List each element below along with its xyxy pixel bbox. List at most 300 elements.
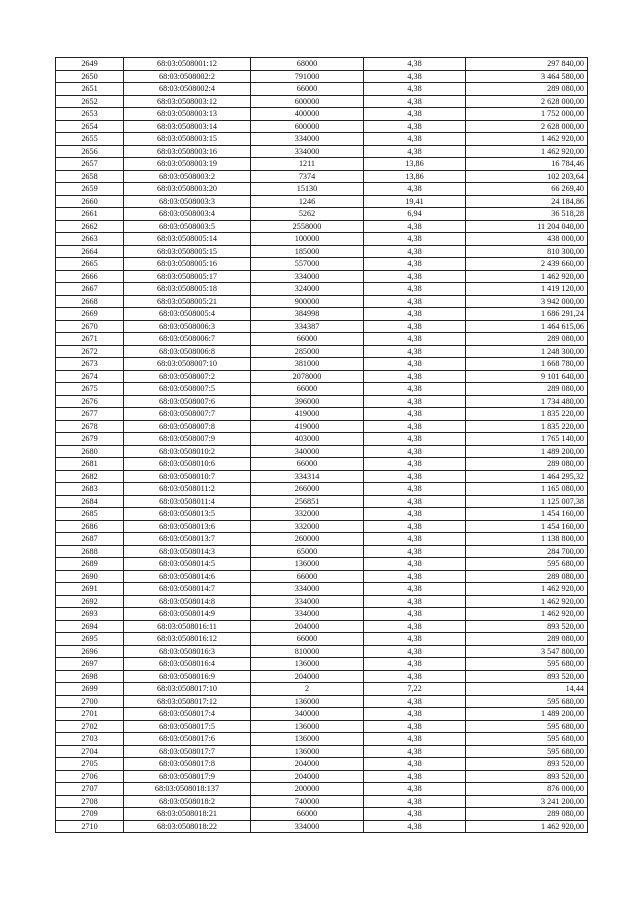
- cadastral-number-cell: 68:03:0508005:4: [124, 308, 251, 321]
- table-row: [56, 708, 588, 721]
- area-cell: 7374: [251, 170, 364, 183]
- table-row: [56, 145, 588, 158]
- cadastral-number-cell: 68:03:0508014:5: [124, 558, 251, 571]
- amount-cell: 1 165 080,00: [466, 483, 588, 496]
- row-number-cell: 2693: [56, 608, 124, 621]
- cadastral-number-cell: 68:03:0508017:8: [124, 758, 251, 771]
- cadastral-number-cell: 68:03:0508017:9: [124, 770, 251, 783]
- area-cell: 68000: [251, 58, 364, 71]
- area-cell: 5262: [251, 208, 364, 221]
- amount-cell: 1 464 615,06: [466, 320, 588, 333]
- cadastral-number-cell: 68:03:0508011:2: [124, 483, 251, 496]
- cadastral-number-cell: 68:03:0508014:9: [124, 608, 251, 621]
- rate-cell: 4,38: [364, 733, 466, 746]
- row-number-cell: 2675: [56, 383, 124, 396]
- table-row: [56, 345, 588, 358]
- area-cell: 136000: [251, 745, 364, 758]
- cadastral-number-cell: 68:03:0508005:15: [124, 245, 251, 258]
- rate-cell: 4,38: [364, 320, 466, 333]
- cadastral-number-cell: 68:03:0508014:8: [124, 595, 251, 608]
- cadastral-number-cell: 68:03:0508003:14: [124, 120, 251, 133]
- rate-cell: 4,38: [364, 645, 466, 658]
- cadastral-number-cell: 68:03:0508003:19: [124, 158, 251, 171]
- row-number-cell: 2695: [56, 633, 124, 646]
- amount-cell: 1 454 160,00: [466, 508, 588, 521]
- rate-cell: 4,38: [364, 708, 466, 721]
- row-number-cell: 2672: [56, 345, 124, 358]
- row-number-cell: 2663: [56, 233, 124, 246]
- table-row: [56, 370, 588, 383]
- row-number-cell: 2667: [56, 283, 124, 296]
- row-number-cell: 2654: [56, 120, 124, 133]
- table-row: [56, 195, 588, 208]
- rate-cell: 4,38: [364, 420, 466, 433]
- amount-cell: 1 668 780,00: [466, 358, 588, 371]
- row-number-cell: 2687: [56, 533, 124, 546]
- row-number-cell: 2683: [56, 483, 124, 496]
- cadastral-number-cell: 68:03:0508016:3: [124, 645, 251, 658]
- amount-cell: 66 269,40: [466, 183, 588, 196]
- cadastral-number-cell: 68:03:0508006:3: [124, 320, 251, 333]
- table-row: [56, 658, 588, 671]
- amount-cell: 16 784,46: [466, 158, 588, 171]
- amount-cell: 893 520,00: [466, 758, 588, 771]
- cadastral-number-cell: 68:03:0508013:7: [124, 533, 251, 546]
- cadastral-number-cell: 68:03:0508016:12: [124, 633, 251, 646]
- rate-cell: 4,38: [364, 133, 466, 146]
- rate-cell: 13,86: [364, 158, 466, 171]
- amount-cell: 1 734 480,00: [466, 395, 588, 408]
- rate-cell: 4,38: [364, 233, 466, 246]
- rate-cell: 4,38: [364, 483, 466, 496]
- rate-cell: 4,38: [364, 495, 466, 508]
- cadastral-number-cell: 68:03:0508007:6: [124, 395, 251, 408]
- row-number-cell: 2670: [56, 320, 124, 333]
- table-row: [56, 295, 588, 308]
- cadastral-number-cell: 68:03:0508016:4: [124, 658, 251, 671]
- cadastral-number-cell: 68:03:0508003:15: [124, 133, 251, 146]
- area-cell: 403000: [251, 433, 364, 446]
- amount-cell: 289 080,00: [466, 333, 588, 346]
- table-row: [56, 495, 588, 508]
- row-number-cell: 2688: [56, 545, 124, 558]
- cadastral-number-cell: 68:03:0508003:3: [124, 195, 251, 208]
- row-number-cell: 2666: [56, 270, 124, 283]
- amount-cell: 289 080,00: [466, 83, 588, 96]
- amount-cell: 297 840,00: [466, 58, 588, 71]
- amount-cell: 595 680,00: [466, 658, 588, 671]
- amount-cell: 3 547 800,00: [466, 645, 588, 658]
- area-cell: 419000: [251, 420, 364, 433]
- table-row: [56, 320, 588, 333]
- amount-cell: 1 419 120,00: [466, 283, 588, 296]
- amount-cell: 36 518,28: [466, 208, 588, 221]
- rate-cell: 4,38: [364, 470, 466, 483]
- cadastral-value-table: [55, 57, 588, 833]
- table-row: [56, 770, 588, 783]
- amount-cell: 595 680,00: [466, 720, 588, 733]
- rate-cell: 4,38: [364, 620, 466, 633]
- table-row: [56, 633, 588, 646]
- area-cell: 600000: [251, 120, 364, 133]
- cadastral-number-cell: 68:03:0508016:9: [124, 670, 251, 683]
- amount-cell: 893 520,00: [466, 670, 588, 683]
- amount-cell: 595 680,00: [466, 733, 588, 746]
- area-cell: 334000: [251, 583, 364, 596]
- row-number-cell: 2686: [56, 520, 124, 533]
- table-row: [56, 408, 588, 421]
- table-row: [56, 158, 588, 171]
- cadastral-number-cell: 68:03:0508005:17: [124, 270, 251, 283]
- table-row: [56, 245, 588, 258]
- rate-cell: 4,38: [364, 183, 466, 196]
- rate-cell: 4,38: [364, 370, 466, 383]
- row-number-cell: 2685: [56, 508, 124, 521]
- cadastral-number-cell: 68:03:0508017:4: [124, 708, 251, 721]
- cadastral-number-cell: 68:03:0508010:2: [124, 445, 251, 458]
- row-number-cell: 2662: [56, 220, 124, 233]
- table-row: [56, 420, 588, 433]
- area-cell: 740000: [251, 795, 364, 808]
- cadastral-number-cell: 68:03:0508003:13: [124, 108, 251, 121]
- rate-cell: 4,38: [364, 570, 466, 583]
- cadastral-number-cell: 68:03:0508014:3: [124, 545, 251, 558]
- table-row: [56, 508, 588, 521]
- row-number-cell: 2684: [56, 495, 124, 508]
- table-row: [56, 733, 588, 746]
- table-row: [56, 520, 588, 533]
- area-cell: 334000: [251, 608, 364, 621]
- table-row: [56, 570, 588, 583]
- rate-cell: 19,41: [364, 195, 466, 208]
- cadastral-number-cell: 68:03:0508007:9: [124, 433, 251, 446]
- cadastral-number-cell: 68:03:0508006:7: [124, 333, 251, 346]
- cadastral-number-cell: 68:03:0508017:10: [124, 683, 251, 696]
- table-row: [56, 70, 588, 83]
- area-cell: 2: [251, 683, 364, 696]
- table-row: [56, 820, 588, 833]
- table-row: [56, 595, 588, 608]
- amount-cell: 11 204 040,00: [466, 220, 588, 233]
- amount-cell: 284 700,00: [466, 545, 588, 558]
- row-number-cell: 2669: [56, 308, 124, 321]
- rate-cell: 4,38: [364, 508, 466, 521]
- area-cell: 2078000: [251, 370, 364, 383]
- rate-cell: 4,38: [364, 558, 466, 571]
- row-number-cell: 2696: [56, 645, 124, 658]
- rate-cell: 4,38: [364, 583, 466, 596]
- row-number-cell: 2705: [56, 758, 124, 771]
- rate-cell: 4,38: [364, 395, 466, 408]
- area-cell: 204000: [251, 770, 364, 783]
- row-number-cell: 2708: [56, 795, 124, 808]
- area-cell: 324000: [251, 283, 364, 296]
- amount-cell: 2 628 000,00: [466, 95, 588, 108]
- rate-cell: 4,38: [364, 695, 466, 708]
- table-row: [56, 108, 588, 121]
- table-row: [56, 120, 588, 133]
- rate-cell: 4,38: [364, 58, 466, 71]
- area-cell: 384998: [251, 308, 364, 321]
- rate-cell: 4,38: [364, 108, 466, 121]
- amount-cell: 1 462 920,00: [466, 145, 588, 158]
- area-cell: 204000: [251, 758, 364, 771]
- table-row: [56, 458, 588, 471]
- table-row: [56, 795, 588, 808]
- row-number-cell: 2682: [56, 470, 124, 483]
- amount-cell: 1 462 920,00: [466, 608, 588, 621]
- amount-cell: 3 241 200,00: [466, 795, 588, 808]
- area-cell: 136000: [251, 695, 364, 708]
- rate-cell: 4,38: [364, 308, 466, 321]
- row-number-cell: 2703: [56, 733, 124, 746]
- cadastral-number-cell: 68:03:0508005:21: [124, 295, 251, 308]
- row-number-cell: 2690: [56, 570, 124, 583]
- cadastral-number-cell: 68:03:0508018:137: [124, 783, 251, 796]
- table-row: [56, 258, 588, 271]
- area-cell: 66000: [251, 633, 364, 646]
- row-number-cell: 2681: [56, 458, 124, 471]
- area-cell: 334000: [251, 145, 364, 158]
- rate-cell: 4,38: [364, 408, 466, 421]
- cadastral-number-cell: 68:03:0508002:4: [124, 83, 251, 96]
- area-cell: 204000: [251, 670, 364, 683]
- rate-cell: 4,38: [364, 345, 466, 358]
- rate-cell: 4,38: [364, 245, 466, 258]
- amount-cell: 1 125 007,38: [466, 495, 588, 508]
- cadastral-number-cell: 68:03:0508010:7: [124, 470, 251, 483]
- table-row: [56, 783, 588, 796]
- amount-cell: 893 520,00: [466, 620, 588, 633]
- rate-cell: 4,38: [364, 333, 466, 346]
- table-row: [56, 533, 588, 546]
- area-cell: 419000: [251, 408, 364, 421]
- table-row: [56, 670, 588, 683]
- row-number-cell: 2664: [56, 245, 124, 258]
- amount-cell: 289 080,00: [466, 570, 588, 583]
- rate-cell: 4,38: [364, 770, 466, 783]
- table-row: [56, 608, 588, 621]
- table-row: [56, 583, 588, 596]
- row-number-cell: 2657: [56, 158, 124, 171]
- area-cell: 900000: [251, 295, 364, 308]
- cadastral-number-cell: 68:03:0508005:16: [124, 258, 251, 271]
- cadastral-number-cell: 68:03:0508005:18: [124, 283, 251, 296]
- rate-cell: 4,38: [364, 820, 466, 833]
- area-cell: 256851: [251, 495, 364, 508]
- table-row: [56, 545, 588, 558]
- row-number-cell: 2649: [56, 58, 124, 71]
- table-row: [56, 95, 588, 108]
- table-row: [56, 745, 588, 758]
- amount-cell: 1 248 300,00: [466, 345, 588, 358]
- row-number-cell: 2698: [56, 670, 124, 683]
- area-cell: 66000: [251, 83, 364, 96]
- area-cell: 334387: [251, 320, 364, 333]
- row-number-cell: 2650: [56, 70, 124, 83]
- table-row: [56, 758, 588, 771]
- area-cell: 340000: [251, 445, 364, 458]
- table-row: [56, 383, 588, 396]
- row-number-cell: 2702: [56, 720, 124, 733]
- amount-cell: 1 765 140,00: [466, 433, 588, 446]
- rate-cell: 4,38: [364, 608, 466, 621]
- rate-cell: 4,38: [364, 458, 466, 471]
- table-row: [56, 170, 588, 183]
- cadastral-number-cell: 68:03:0508014:6: [124, 570, 251, 583]
- rate-cell: 4,38: [364, 145, 466, 158]
- rate-cell: 4,38: [364, 533, 466, 546]
- amount-cell: 1 462 920,00: [466, 820, 588, 833]
- amount-cell: 1 686 291,24: [466, 308, 588, 321]
- table-row: [56, 133, 588, 146]
- row-number-cell: 2704: [56, 745, 124, 758]
- rate-cell: 4,38: [364, 520, 466, 533]
- rate-cell: 4,38: [364, 658, 466, 671]
- rate-cell: 4,38: [364, 758, 466, 771]
- amount-cell: 893 520,00: [466, 770, 588, 783]
- area-cell: 1246: [251, 195, 364, 208]
- rate-cell: 4,38: [364, 120, 466, 133]
- rate-cell: 4,38: [364, 783, 466, 796]
- cadastral-number-cell: 68:03:0508010:6: [124, 458, 251, 471]
- cadastral-number-cell: 68:03:0508017:12: [124, 695, 251, 708]
- amount-cell: 1 835 220,00: [466, 408, 588, 421]
- row-number-cell: 2689: [56, 558, 124, 571]
- cadastral-number-cell: 68:03:0508007:5: [124, 383, 251, 396]
- rate-cell: 4,38: [364, 95, 466, 108]
- area-cell: 260000: [251, 533, 364, 546]
- rate-cell: 13,86: [364, 170, 466, 183]
- rate-cell: 4,38: [364, 270, 466, 283]
- area-cell: 200000: [251, 783, 364, 796]
- cadastral-number-cell: 68:03:0508002:2: [124, 70, 251, 83]
- amount-cell: 102 203,64: [466, 170, 588, 183]
- rate-cell: 4,38: [364, 83, 466, 96]
- rate-cell: 4,38: [364, 283, 466, 296]
- row-number-cell: 2665: [56, 258, 124, 271]
- area-cell: 791000: [251, 70, 364, 83]
- table-row: [56, 470, 588, 483]
- cadastral-number-cell: 68:03:0508006:8: [124, 345, 251, 358]
- area-cell: 400000: [251, 108, 364, 121]
- cadastral-number-cell: 68:03:0508003:4: [124, 208, 251, 221]
- amount-cell: 1 454 160,00: [466, 520, 588, 533]
- cadastral-number-cell: 68:03:0508013:5: [124, 508, 251, 521]
- cadastral-number-cell: 68:03:0508005:14: [124, 233, 251, 246]
- table-row: [56, 58, 588, 71]
- rate-cell: 4,38: [364, 720, 466, 733]
- table-row: [56, 395, 588, 408]
- amount-cell: 1 138 800,00: [466, 533, 588, 546]
- area-cell: 136000: [251, 658, 364, 671]
- cadastral-number-cell: 68:03:0508003:2: [124, 170, 251, 183]
- amount-cell: 1 464 295,32: [466, 470, 588, 483]
- amount-cell: 595 680,00: [466, 745, 588, 758]
- area-cell: 204000: [251, 620, 364, 633]
- table-row: [56, 808, 588, 821]
- area-cell: 600000: [251, 95, 364, 108]
- amount-cell: 595 680,00: [466, 695, 588, 708]
- row-number-cell: 2659: [56, 183, 124, 196]
- table-row: [56, 208, 588, 221]
- rate-cell: 4,38: [364, 808, 466, 821]
- cadastral-number-cell: 68:03:0508017:6: [124, 733, 251, 746]
- rate-cell: 4,38: [364, 633, 466, 646]
- row-number-cell: 2651: [56, 83, 124, 96]
- table-row: [56, 333, 588, 346]
- area-cell: 136000: [251, 720, 364, 733]
- area-cell: 332000: [251, 508, 364, 521]
- table-row: [56, 683, 588, 696]
- area-cell: 136000: [251, 733, 364, 746]
- row-number-cell: 2701: [56, 708, 124, 721]
- amount-cell: 1 489 200,00: [466, 708, 588, 721]
- area-cell: 334314: [251, 470, 364, 483]
- area-cell: 66000: [251, 808, 364, 821]
- amount-cell: 1 489 200,00: [466, 445, 588, 458]
- amount-cell: 1 462 920,00: [466, 133, 588, 146]
- amount-cell: 1 462 920,00: [466, 595, 588, 608]
- rate-cell: 4,38: [364, 70, 466, 83]
- area-cell: 557000: [251, 258, 364, 271]
- cadastral-number-cell: 68:03:0508007:8: [124, 420, 251, 433]
- rate-cell: 4,38: [364, 595, 466, 608]
- amount-cell: 810 300,00: [466, 245, 588, 258]
- row-number-cell: 2661: [56, 208, 124, 221]
- cadastral-number-cell: 68:03:0508017:7: [124, 745, 251, 758]
- amount-cell: 9 101 640,00: [466, 370, 588, 383]
- cadastral-number-cell: 68:03:0508018:2: [124, 795, 251, 808]
- cadastral-number-cell: 68:03:0508003:20: [124, 183, 251, 196]
- row-number-cell: 2676: [56, 395, 124, 408]
- table-body: [56, 58, 588, 833]
- table-row: [56, 483, 588, 496]
- table-row: [56, 620, 588, 633]
- rate-cell: 7,22: [364, 683, 466, 696]
- table-row: [56, 695, 588, 708]
- area-cell: 810000: [251, 645, 364, 658]
- rate-cell: 4,38: [364, 795, 466, 808]
- amount-cell: 1 462 920,00: [466, 270, 588, 283]
- table-row: [56, 645, 588, 658]
- cadastral-number-cell: 68:03:0508007:7: [124, 408, 251, 421]
- rate-cell: 4,38: [364, 670, 466, 683]
- row-number-cell: 2679: [56, 433, 124, 446]
- amount-cell: 1 835 220,00: [466, 420, 588, 433]
- table-row: [56, 558, 588, 571]
- table-row: [56, 183, 588, 196]
- row-number-cell: 2671: [56, 333, 124, 346]
- table-row: [56, 308, 588, 321]
- table-row: [56, 83, 588, 96]
- table-row: [56, 220, 588, 233]
- amount-cell: 3 464 580,00: [466, 70, 588, 83]
- row-number-cell: 2656: [56, 145, 124, 158]
- amount-cell: 876 000,00: [466, 783, 588, 796]
- cadastral-number-cell: 68:03:0508007:10: [124, 358, 251, 371]
- row-number-cell: 2692: [56, 595, 124, 608]
- area-cell: 66000: [251, 570, 364, 583]
- table-row: [56, 720, 588, 733]
- area-cell: 66000: [251, 333, 364, 346]
- row-number-cell: 2674: [56, 370, 124, 383]
- rate-cell: 4,38: [364, 258, 466, 271]
- table-row: [56, 283, 588, 296]
- amount-cell: 289 080,00: [466, 633, 588, 646]
- row-number-cell: 2652: [56, 95, 124, 108]
- amount-cell: 1 462 920,00: [466, 583, 588, 596]
